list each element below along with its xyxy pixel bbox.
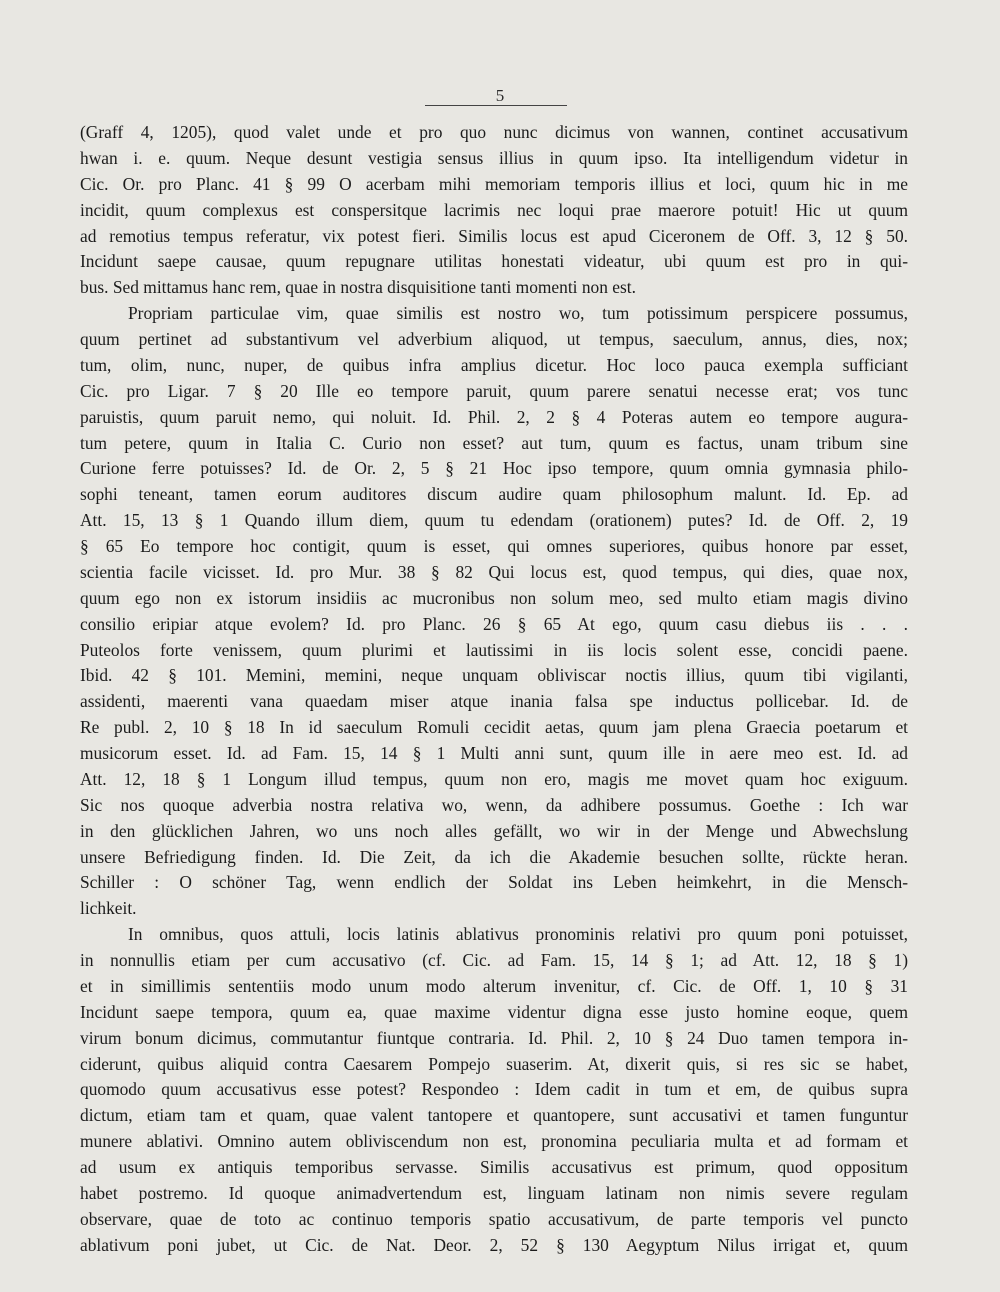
text-line: unsere Befriedigung finden. Id. Die Zeit, da ich die Akademie besuchen sollte, rückte heran.: [80, 846, 908, 867]
text-line: Re publ. 2, 10 § 18 In id saeculum Romuli cecidit aetas, quum jam plena Graecia poetarum et: [80, 717, 908, 738]
text-line: quomodo quum accusativus esse potest? Respondeo : Idem cadit in tum et em, de quibus supra: [80, 1079, 908, 1100]
text-line: Incidunt saepe tempora, quum ea, quae maxime videntur digna esse justo homine eoque, quem: [80, 1001, 908, 1022]
text-line: incidit, quum complexus est conspersitque lacrimis nec loqui prae maerore potuit! Hic ut quum: [80, 199, 908, 220]
paragraph: [80, 120, 908, 301]
text-line: virum bonum dicimus, commutantur fiuntque contraria. Id. Phil. 2, 10 § 24 Duo tamen tempora in-: [80, 1027, 908, 1048]
text-line: observare, quae de toto ac continuo temporis spatio accusativum, de parte temporis vel puncto: [80, 1208, 908, 1229]
text-line: in den glücklichen Jahren, wo uns noch alles gefällt, wo wir in der Menge und Abwechslung: [80, 820, 908, 841]
body-text: [80, 120, 908, 1259]
text-line: § 65 Eo tempore hoc contigit, quum is esset, qui omnes superiores, quibus honore par esset,: [80, 536, 908, 556]
text-line: Ibid. 42 § 101. Memini, memini, neque unquam obliviscar noctis illius, quum tibi vigilanti,: [80, 665, 908, 686]
text-line: Propriam particulae vim, quae similis est nostro wo, tum potissimum perspicere possumus,: [128, 303, 908, 324]
text-line: et in simillimis sententiis modo unum modo alterum invenitur, cf. Cic. de Off. 1, 10 § 31: [80, 975, 908, 996]
text-line: tum petere, quum in Italia C. Curio non esset? aut tum, quum es factus, unam tribum sine: [80, 432, 908, 453]
text-line: assidenti, maerenti vana quaedam miser atque inania falsa spe inductus pollicebar. Id. de: [80, 691, 908, 712]
text-line: munere ablativi. Omnino autem obliviscendum non est, pronomina peculiaria multa et ad formam et: [80, 1131, 908, 1152]
text-line: quum pertinet ad substantivum vel adverbium aliquod, ut tempus, saeculum, annus, dies, nox;: [80, 329, 908, 349]
text-line: Att. 12, 18 § 1 Longum illud tempus, quum non ero, magis me movet quam hoc exiguum.: [80, 768, 908, 789]
page-number: 5: [495, 86, 505, 105]
paragraph: [80, 922, 908, 1258]
text-line: Cic. pro Ligar. 7 § 20 Ille eo tempore paruit, quum parere senatui necesse erat; vos tunc: [80, 380, 908, 401]
text-line: hwan i. e. quum. Neque desunt vestigia sensus illius in quum ipso. Ita intelligendum videtur in: [80, 147, 908, 168]
text-line: sophi teneant, tamen eorum auditores discum audire quam philosophum malunt. Id. Ep. ad: [80, 484, 908, 505]
text-line: ad usum ex antiquis temporibus servasse. Similis accusativus est primum, quod oppositum: [80, 1157, 908, 1177]
text-line: habet postremo. Id quoque animadvertendum est, linguam latinam non nimis severe regulam: [80, 1182, 908, 1203]
header-rule: [425, 105, 567, 106]
text-line: ciderunt, quibus aliquid contra Caesarem Pompejo suaserim. At, dixerit quis, si res sic se habet,: [80, 1053, 908, 1074]
text-line: dictum, etiam tam et quam, quae valent tantopere et quantopere, sunt accusativi et tamen funguntur: [80, 1105, 908, 1126]
text-line: Puteolos forte venissem, quum plurimi et lautissimi in iis locis solent esse, concidi paene.: [80, 639, 908, 660]
text-line: in nonnullis etiam per cum accusativo (cf. Cic. ad Fam. 15, 14 § 1; ad Att. 12, 18 § 1): [80, 950, 908, 970]
text-line: quum ego non ex istorum insidiis ac mucronibus non solum meo, sed multo etiam magis divino: [80, 587, 908, 608]
text-line: Incidunt saepe causae, quum repugnare utilitas honestati videatur, ubi quum est pro in qui-: [80, 251, 908, 272]
text-line: bus. Sed mittamus hanc rem, quae in nostra disquisitione tanti momenti non est.: [80, 277, 636, 298]
text-line: Att. 15, 13 § 1 Quando illum diem, quum tu edendam (orationem) putes? Id. de Off. 2, 19: [80, 510, 908, 531]
text-line: paruistis, quum paruit nemo, qui noluit. Id. Phil. 2, 2 § 4 Poteras autem eo tempore augura-: [80, 406, 908, 427]
text-line: tum, olim, nunc, nuper, de quibus infra amplius dicetur. Hoc loco pauca exempla sufficiant: [80, 354, 908, 375]
text-line: Cic. Or. pro Planc. 41 § 99 O acerbam mihi memoriam temporis illius et loci, quum hic in me: [80, 173, 908, 194]
text-line: ad remotius tempus referatur, vix potest fieri. Similis locus est apud Ciceronem de Off. 3, 12 § 50.: [80, 225, 908, 246]
text-line: Sic nos quoque adverbia nostra relativa wo, wenn, da adhibere possumus. Goethe : Ich war: [80, 794, 908, 815]
text-line: musicorum esset. Id. ad Fam. 15, 14 § 1 Multi anni sunt, quum ille in aere meo est. Id. ad: [80, 743, 908, 763]
paragraph: [80, 301, 908, 922]
text-line: Curione ferre potuisses? Id. de Or. 2, 5 § 21 Hoc ipso tempore, quum omnia gymnasia philo-: [80, 458, 908, 479]
text-line: (Graff 4, 1205), quod valet unde et pro quo nunc dicimus von wannen, continet accusativum: [80, 122, 908, 142]
text-line: In omnibus, quos attuli, locis latinis ablativus pronominis relativi pro quum poni potuisset,: [128, 924, 908, 945]
text-line: Schiller : O schöner Tag, wenn endlich der Soldat ins Leben heimkehrt, in die Mensch-: [80, 872, 908, 893]
text-line: consilio eripiar atque evolem? Id. pro Planc. 26 § 65 At ego, quum casu diebus iis . . .: [80, 613, 908, 634]
text-line: lichkeit.: [80, 898, 137, 919]
text-line: scientia facile vicisset. Id. pro Mur. 38 § 82 Qui locus est, quod tempus, qui dies, quae nox,: [80, 561, 908, 582]
text-line: ablativum poni jubet, ut Cic. de Nat. Deor. 2, 52 § 130 Aegyptum Nilus irrigat et, quum: [80, 1234, 908, 1255]
